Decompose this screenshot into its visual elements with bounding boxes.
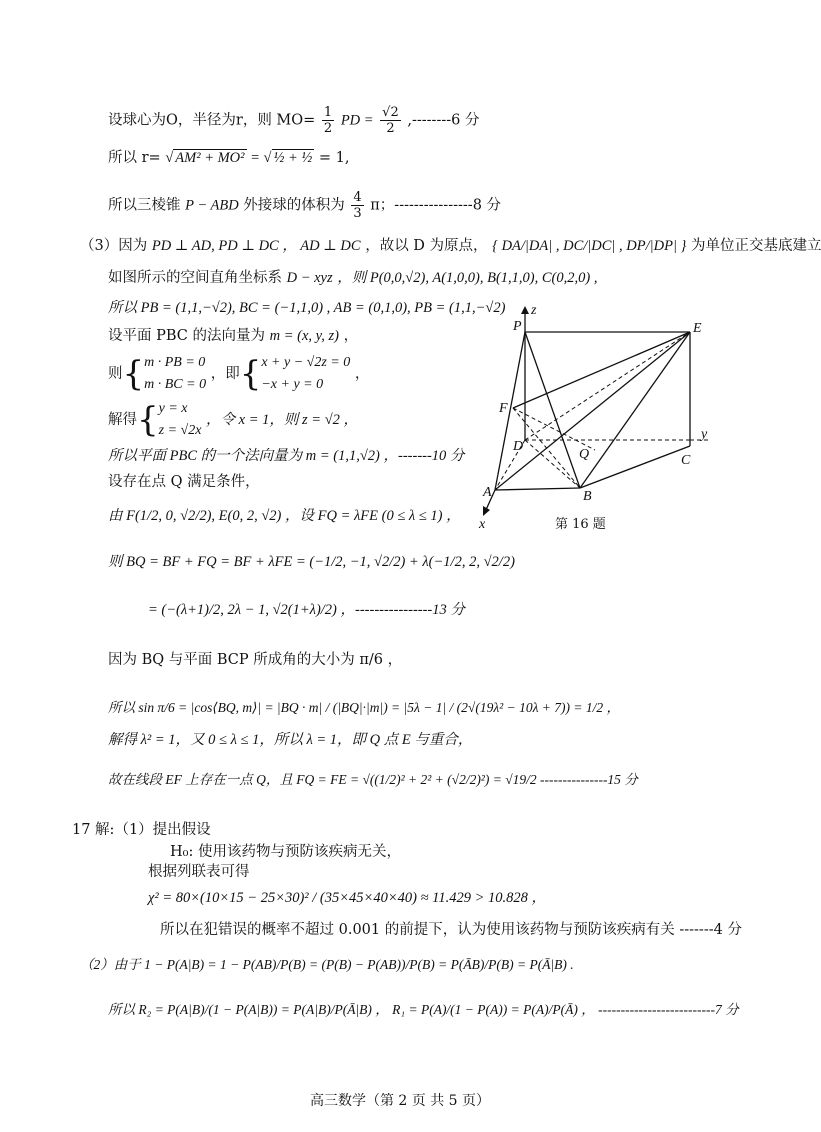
eq: m · BC = 0 bbox=[144, 377, 207, 392]
system-2 bbox=[261, 352, 350, 396]
text: 设球心为O，半径为r，则 MO= bbox=[108, 112, 316, 129]
text: ，故以 D 为原点， bbox=[365, 238, 488, 254]
figure-caption: 第 16 题 bbox=[555, 517, 606, 532]
edge-ae bbox=[495, 332, 690, 490]
text: （3）因为 bbox=[80, 238, 148, 254]
line-part3 bbox=[80, 236, 821, 256]
basis: { DA/|DA| , DC/|DC| , DP/|DP| } bbox=[492, 238, 687, 254]
line-vectors: 所以 PB = (1,1,−√2), BC = (−1,1,0) , AB = (0,1,0), PB = (1,1,−√2) bbox=[108, 300, 506, 316]
sqrt-expr: AM² + MO² bbox=[175, 150, 245, 166]
score: π；----------------8 分 bbox=[370, 197, 502, 214]
label-c: C bbox=[681, 453, 691, 468]
label-b: B bbox=[583, 489, 592, 504]
fraction-root2-2 bbox=[380, 105, 401, 136]
score: ,--------6 分 bbox=[407, 112, 480, 129]
line-normal-def bbox=[108, 326, 358, 346]
text: = 1, bbox=[318, 150, 350, 166]
text: ，即 bbox=[210, 366, 240, 382]
text: 外接球的体积为 bbox=[243, 197, 345, 214]
eq: m · PB = 0 bbox=[144, 355, 206, 370]
line-sin: 所以 sin π/6 = |cos⟨BQ, m⟩| = |BQ · m| / (|BQ|·|m|) = |5λ − 1| / (2√(19λ² − 10λ + 7)) = 1/2 ， bbox=[108, 700, 621, 715]
sqrt-half: ½ + ½ bbox=[273, 150, 313, 166]
label-y: y bbox=[701, 427, 708, 442]
eq: z = √2x bbox=[158, 423, 202, 438]
text: ， bbox=[354, 366, 370, 382]
num: √2 bbox=[382, 105, 399, 120]
edge-ab bbox=[495, 488, 580, 490]
system-3 bbox=[159, 398, 202, 442]
label-q: Q bbox=[579, 447, 590, 462]
text: ， bbox=[343, 328, 359, 344]
num: 4 bbox=[353, 190, 362, 205]
math: P − ABD bbox=[185, 197, 239, 214]
line-assume-q: 设存在点 Q 满足条件， bbox=[108, 474, 260, 490]
math: D − xyz bbox=[286, 270, 333, 286]
label-e: E bbox=[693, 321, 702, 336]
line-volume bbox=[108, 190, 501, 221]
math: PD ⊥ AD, PD ⊥ DC ， AD ⊥ DC bbox=[151, 238, 361, 254]
line-significance: 所以在犯错误的概率不超过 0.001 的前提下，认为使用该药物与预防该疾病有关 -------4 分 bbox=[160, 922, 742, 938]
line-conclusion: 故在线段 EF 上存在一点 Q，且 FQ = FE = √((1/2)² + 2² + (√2/2)²) = √19/2 ---------------15 分 bbox=[108, 772, 638, 787]
text: 所以 r= bbox=[108, 150, 161, 166]
edge-bc bbox=[580, 446, 690, 488]
math: ，则 P(0,0,√2), A(1,0,0), B(1,1,0), C(0,2,0) , bbox=[337, 270, 598, 286]
label-p: P bbox=[513, 319, 522, 334]
eq: x + y − √2z = 0 bbox=[261, 355, 351, 370]
line-h0: H₀: 使用该药物与预防该疾病无关， bbox=[170, 844, 401, 860]
num: 1 bbox=[323, 105, 333, 120]
text: 如图所示的空间直角坐标系 bbox=[108, 270, 282, 286]
text: 设平面 PBC 的法向量为 bbox=[108, 328, 265, 344]
eq: −x + y = 0 bbox=[261, 377, 324, 392]
eq: y = x bbox=[158, 401, 188, 416]
line-radius bbox=[108, 105, 479, 136]
den: 2 bbox=[323, 121, 333, 136]
line-solve: 解得{y = x z = √2x ，令 x = 1，则 z = √2 ， bbox=[108, 400, 359, 440]
math: PD = bbox=[340, 112, 374, 129]
fraction-4-3 bbox=[351, 190, 363, 221]
line-table: 根据列联表可得 bbox=[148, 864, 250, 880]
fraction-half bbox=[322, 105, 334, 136]
line-chi2: χ² = 80×(10×15 − 25×30)² / (35×45×40×40) ≈ 11.429 > 10.828 ， bbox=[148, 890, 546, 906]
line-systems: 则{m · PB = 0 m · BC = 0 ，即{x + y − √2z = 0 −x + y = 0 ， bbox=[108, 354, 370, 394]
line-part2: （2）由于 1 − P(A|B) = 1 − P(AB)/P(B) = (P(B) − P(AB))/P(B) = P(ĀB)/P(B) = P(Ā|B) . bbox=[80, 957, 574, 972]
line-r-value: 所以 r= √ AM² + MO² = √ ½ + ½ = 1, bbox=[108, 150, 350, 166]
system-1 bbox=[144, 352, 206, 396]
edge-de bbox=[525, 332, 690, 440]
line-normal-vector: 所以平面 PBC 的一个法向量为 m = (1,1,√2) ，-------10 分 bbox=[108, 448, 465, 464]
label-a: A bbox=[483, 485, 492, 500]
label-z: z bbox=[531, 303, 537, 318]
label-d: D bbox=[513, 439, 524, 454]
text: 解得 bbox=[108, 412, 137, 428]
label-x: x bbox=[479, 517, 486, 532]
page-footer: 高三数学（第 2 页 共 5 页） bbox=[309, 1093, 491, 1109]
line-lambda: 解得 λ² = 1，又 0 ≤ λ ≤ 1，所以 λ = 1，即 Q 点 E 与重合， bbox=[108, 732, 473, 748]
line-q17: 17 解:（1）提出假设 bbox=[72, 822, 211, 838]
line-angle: 因为 BQ 与平面 BCP 所成角的大小为 π/6 ， bbox=[108, 652, 403, 668]
figure-16 bbox=[475, 300, 708, 550]
text: 为单位正交基底建立 bbox=[690, 238, 821, 254]
line-bq-result: = (−(λ+1)/2, 2λ − 1, √2(1+λ)/2) ，----------------13 分 bbox=[148, 602, 465, 618]
line-coords bbox=[108, 268, 597, 288]
line-r-ratios: 所以 R₂ = P(A|B)/(1 − P(A|B)) = P(A|B)/P(Ā|B) ， R₁ = P(A)/(1 − P(A)) = P(A)/P(Ā) ， --------------------------7 分 bbox=[108, 1002, 739, 1017]
math: ，令 x = 1，则 z = √2 ， bbox=[206, 412, 359, 428]
line-bq: 则 BQ = BF + FQ = BF + λFE = (−1/2, −1, √2/2) + λ(−1/2, 2, √2/2) bbox=[108, 554, 515, 570]
label-f: F bbox=[499, 401, 508, 416]
z-arrow bbox=[521, 306, 529, 314]
line-points-fe: 由 F(1/2, 0, √2/2), E(0, 2, √2) ，设 FQ = λFE (0 ≤ λ ≤ 1) ， bbox=[108, 508, 461, 524]
den: 2 bbox=[386, 121, 395, 136]
geometry-diagram bbox=[475, 300, 708, 550]
math: m = (x, y, z) bbox=[269, 328, 339, 344]
den: 3 bbox=[353, 206, 362, 221]
text: 所以三棱锥 bbox=[108, 197, 181, 214]
text: 则 bbox=[108, 366, 123, 382]
